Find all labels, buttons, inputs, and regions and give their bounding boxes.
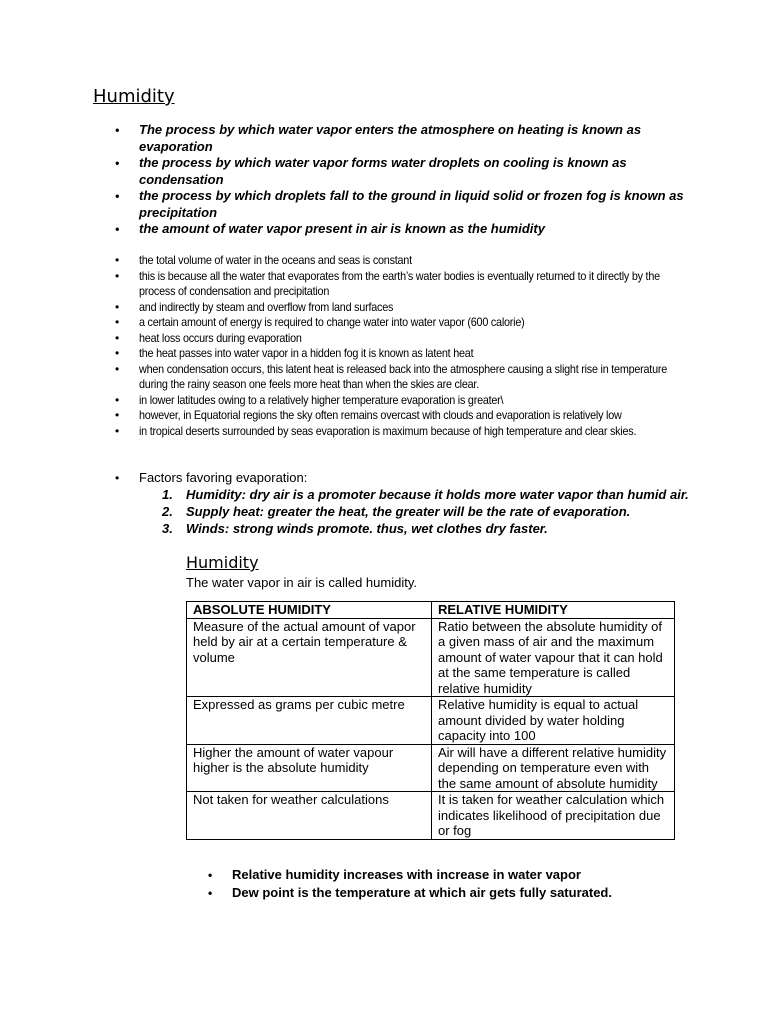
table-header-cell: RELATIVE HUMIDITY [432,602,675,619]
bullet-icon: • [115,268,119,283]
list-item: • The process by which water vapor enters the atmosphere on heating is known as evaporation [115,122,642,154]
bullet-icon: • [115,408,119,422]
table-cell: Not taken for weather calculations [187,792,432,840]
list-item: 1. Humidity: dry air is a promoter because it holds more water vapor than humid air. [162,487,689,502]
table-cell: Higher the amount of water vapour higher is the absolute humidity [187,744,432,792]
table-cell: Relative humidity is equal to actual amount divided by water holding capacity into 100 [432,697,675,745]
list-item: • a certain amount of energy is required to change water into water vapor (600 calorie) [115,315,525,329]
bullet-icon: • [208,886,213,900]
table-header-cell: ABSOLUTE HUMIDITY [187,602,432,619]
bullet-icon: • [115,361,119,376]
table-row [187,744,675,792]
table-cell: Measure of the actual amount of vapor held by air at a certain temperature & volume [187,618,432,697]
bullet-icon: • [115,346,119,360]
list-item [115,470,684,486]
table-cell: Expressed as grams per cubic metre [187,697,432,745]
list-item: • the heat passes into water vapor in a hidden fog it is known as latent heat [115,346,474,360]
list-item: • this is because all the water that evaporates from the earth’s water bodies is eventually returned to it directly by the process of condensation and precipitation [115,268,660,298]
list-item: • however, in Equatorial regions the sky often remains overcast with clouds and evaporation is relatively low [115,408,622,422]
list-item: • in tropical deserts surrounded by seas evaporation is maximum because of high temperature and clear skies. [115,423,637,438]
factors-heading: Factors favoring evaporation: [139,470,308,485]
factors-list [162,487,696,538]
list-item: • the process by which water vapor forms water droplets on cooling is known as condensation [115,155,627,187]
table-cell: Ratio between the absolute humidity of a given mass of air and the maximum amount of water vapour that it can hold at the same temperature is called relative humidity [432,618,675,697]
humidity-comparison-table [186,601,675,840]
bullet-icon: • [115,222,120,236]
list-item: • heat loss occurs during evaporation [115,330,302,345]
page-title: Humidity [93,86,175,107]
list-item: 2. Supply heat: greater the heat, the greater will be the rate of evaporation. [162,504,631,519]
list-item: • the amount of water vapor present in air is known as the humidity [115,221,545,236]
facts-list [115,253,684,439]
bullet-icon: • [115,392,119,407]
table-cell: Air will have a different relative humidity depending on temperature even with the same amount of absolute humidity [432,744,675,792]
list-item: • in lower latitudes owing to a relatively higher temperature evaporation is greater\ [115,392,504,407]
summary-list [208,866,692,902]
bullet-icon: • [115,471,120,485]
table-header-row [187,602,675,619]
bullet-icon: • [115,330,119,345]
list-item: • Relative humidity increases with increase in water vapor [208,867,581,882]
section-intro: The water vapor in air is called humidity. [186,575,417,590]
list-item: • the process by which droplets fall to the ground in liquid solid or frozen fog is known as precipitation [115,188,684,220]
bullet-icon: • [208,868,213,882]
bullet-icon: • [115,123,120,137]
bullet-icon: • [115,189,120,203]
list-item: • Dew point is the temperature at which air gets fully saturated. [208,885,612,900]
bullet-icon: • [115,423,119,438]
section-title: Humidity [186,553,259,572]
bold-definitions-list [115,122,684,238]
list-item: • the total volume of water in the oceans and seas is constant [115,253,412,267]
factors-heading-list [115,470,684,486]
list-item: • and indirectly by steam and overflow from land surfaces [115,299,394,314]
table-row [187,792,675,840]
list-item: • when condensation occurs, this latent heat is released back into the atmosphere causing a slight rise in temperature during the rainy season one feels more heat than when the skies are clear. [115,361,668,391]
bullet-icon: • [115,299,119,314]
bullet-icon: • [115,253,119,267]
table-cell: It is taken for weather calculation which indicates likelihood of precipitation due or fog [432,792,675,840]
list-item: 3. Winds: strong winds promote. thus, wet clothes dry faster. [162,521,548,536]
bullet-icon: • [115,156,120,170]
table-row [187,618,675,697]
bullet-icon: • [115,315,119,329]
table-row [187,697,675,745]
